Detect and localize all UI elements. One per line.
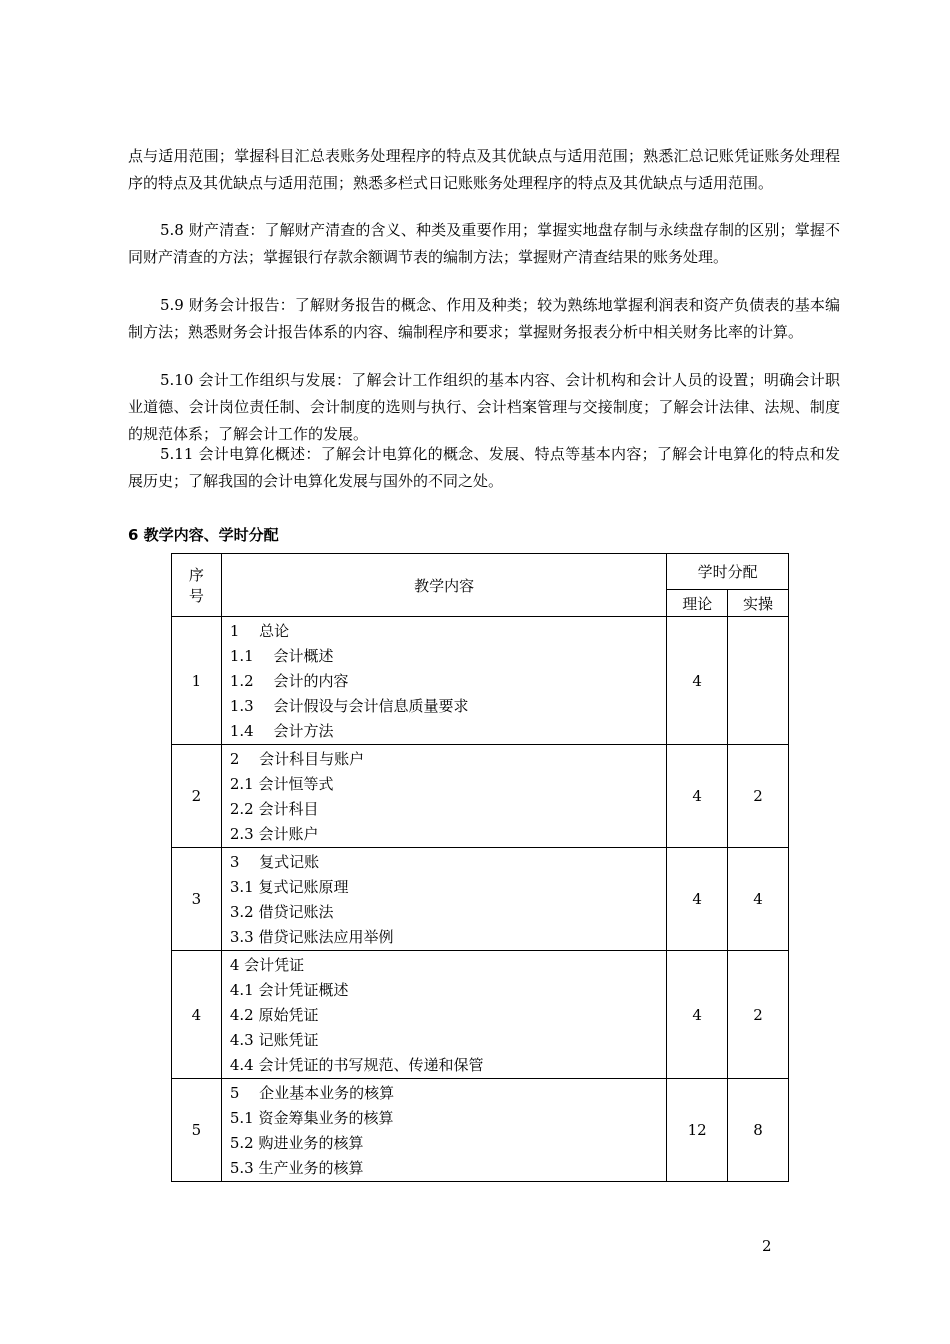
paragraph-5-9: 5.9 财务会计报告：了解财务报告的概念、作用及种类；较为熟练地掌握利润表和资产负债表的基本编制方法；熟悉财务会计报告体系的内容、编制程序和要求；掌握财务报表分析中相关财务比率的计算。	[128, 296, 840, 341]
header-hours: 学时分配	[667, 554, 789, 590]
row-theory: 4	[667, 745, 728, 848]
content-line: 1.3 会计假设与会计信息质量要求	[229, 697, 469, 715]
row-seq: 2	[172, 745, 222, 848]
row-content	[221, 617, 666, 745]
row-practice: 4	[728, 848, 789, 951]
content-line: 5.3 生产业务的核算	[229, 1159, 364, 1177]
header-theory: 理论	[667, 590, 728, 617]
content-line: 4 会计凭证	[229, 956, 305, 974]
row-content	[221, 848, 666, 951]
content-line: 4.2 原始凭证	[229, 1006, 319, 1024]
row-practice	[728, 617, 789, 745]
row-seq: 3	[172, 848, 222, 951]
paragraph-5-10: 5.10 会计工作组织与发展：了解会计工作组织的基本内容、会计机构和会计人员的设置；明确会计职业道德、会计岗位责任制、会计制度的选则与执行、会计档案管理与交接制度；了解会计法律、法规、制度的规范体系；了解会计工作的发展。	[128, 371, 840, 443]
content-line: 2.1 会计恒等式	[229, 775, 334, 793]
content-line: 3.2 借贷记账法	[229, 903, 334, 921]
content-line: 5.1 资金筹集业务的核算	[229, 1109, 394, 1127]
content-line: 3.3 借贷记账法应用举例	[229, 928, 394, 946]
paragraph-continuation: 点与适用范围；掌握科目汇总表账务处理程序的特点及其优缺点与适用范围；熟悉汇总记账凭证账务处理程序的特点及其优缺点与适用范围；熟悉多栏式日记账账务处理程序的特点及其优缺点与适用范围。	[128, 147, 840, 192]
paragraph-5-11: 5.11 会计电算化概述：了解会计电算化的概念、发展、特点等基本内容；了解会计电算化的特点和发展历史；了解我国的会计电算化发展与国外的不同之处。	[128, 445, 840, 490]
content-line: 3 复式记账	[229, 853, 320, 871]
header-practice: 实操	[728, 590, 789, 617]
row-theory: 12	[667, 1079, 728, 1182]
row-content	[221, 1079, 666, 1182]
row-practice: 2	[728, 951, 789, 1079]
content-line: 4.1 会计凭证概述	[229, 981, 349, 999]
paragraph-5-8: 5.8 财产清查：了解财产清查的含义、种类及重要作用；掌握实地盘存制与永续盘存制的区别；掌握不同财产清查的方法；掌握银行存款余额调节表的编制方法；掌握财产清查结果的账务处理。	[128, 221, 840, 266]
row-practice: 2	[728, 745, 789, 848]
row-theory: 4	[667, 848, 728, 951]
table-row	[172, 617, 789, 745]
table-row	[172, 1079, 789, 1182]
section-title: 6 教学内容、学时分配	[128, 526, 279, 544]
row-seq: 4	[172, 951, 222, 1079]
table-row	[172, 745, 789, 848]
content-line: 2 会计科目与账户	[229, 750, 365, 768]
row-content	[221, 951, 666, 1079]
content-line: 5.2 购进业务的核算	[229, 1134, 364, 1152]
content-line: 5 企业基本业务的核算	[229, 1084, 395, 1102]
content-line: 1.1 会计概述	[229, 647, 334, 665]
content-line: 4.3 记账凭证	[229, 1031, 319, 1049]
content-line: 2.2 会计科目	[229, 800, 319, 818]
content-line: 1.4 会计方法	[229, 722, 334, 740]
header-seq	[172, 554, 222, 617]
content-line: 1 总论	[229, 622, 290, 640]
content-line: 1.2 会计的内容	[229, 672, 349, 690]
schedule-table	[171, 553, 789, 1182]
row-theory: 4	[667, 617, 728, 745]
header-content: 教学内容	[221, 554, 666, 617]
table-row	[172, 848, 789, 951]
page-number: 2	[762, 1237, 772, 1255]
content-line: 2.3 会计账户	[229, 825, 319, 843]
content-line: 4.4 会计凭证的书写规范、传递和保管	[229, 1056, 484, 1074]
row-practice: 8	[728, 1079, 789, 1182]
row-seq: 5	[172, 1079, 222, 1182]
content-line: 3.1 复式记账原理	[229, 878, 349, 896]
row-seq: 1	[172, 617, 222, 745]
row-theory: 4	[667, 951, 728, 1079]
table-row	[172, 951, 789, 1079]
row-content	[221, 745, 666, 848]
header-seq-label: 序号	[188, 566, 204, 605]
